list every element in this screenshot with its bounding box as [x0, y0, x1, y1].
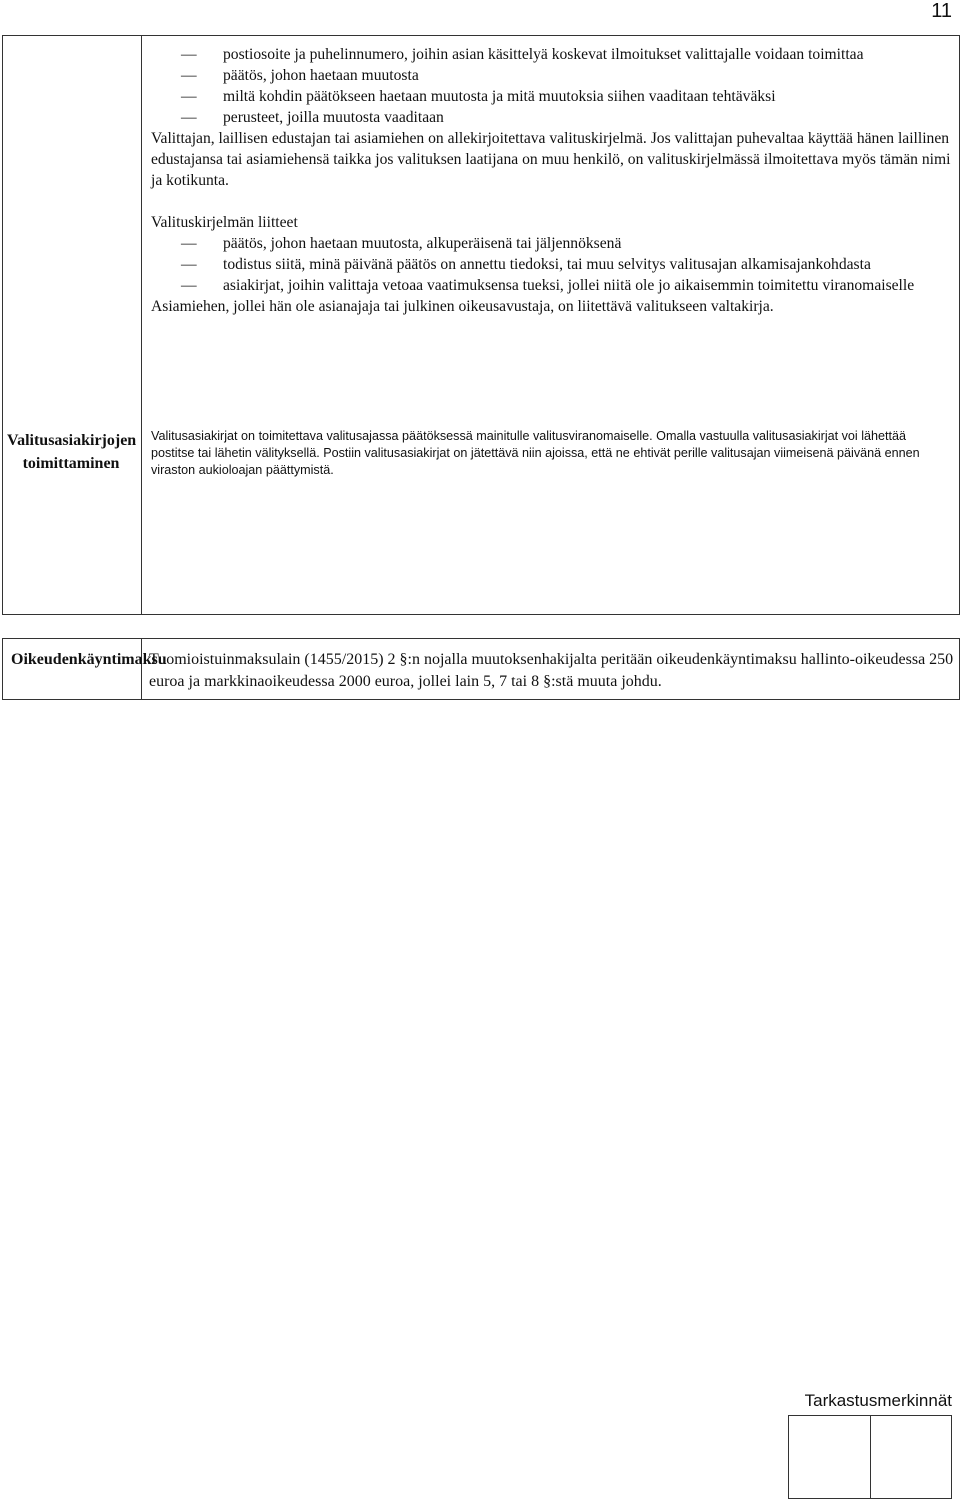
- delivery-paragraph: Valitusasiakirjat on toimitettava valitusajassa päätöksessä mainitulle valitusviranomaiselle. Omalla vastuulla valitusasiakirjat voi lähettää postitse tai lähetin välityksellä. Postiin valitusasiakirjat on jätettävä niin ajoissa, että ne ehtivät perille valitusajan viimeisenä päivänä ennen viraston aukioloajan päättymistä.: [151, 429, 920, 477]
- dash-icon: [151, 107, 223, 128]
- attachments-heading: Valituskirjelmän liitteet: [151, 214, 298, 231]
- list-item: — postiosoite ja puhelinnumero, joihin asian käsittelyä koskevat ilmoitukset valittajalle voidaan toimittaa: [151, 44, 951, 65]
- dash-icon: [151, 44, 223, 65]
- delivery-heading: Valitusasiakirjojen toimittaminen: [7, 432, 137, 472]
- appeal-instructions-section: [2, 35, 960, 615]
- court-fee-heading: Oikeudenkäyntimaksu: [11, 651, 167, 668]
- dash-icon: [151, 65, 223, 86]
- list-item: — perusteet, joilla muutosta vaaditaan: [151, 107, 951, 128]
- dash-icon: [151, 233, 223, 254]
- dash-icon: [151, 275, 223, 296]
- inspection-label: Tarkastusmerkinnät: [804, 1391, 952, 1410]
- list-item: — asiakirjat, joihin valittaja vetoaa vaatimuksensa tueksi, jollei niitä ole jo aikaisemmin toimitettu viranomaiselle: [151, 275, 951, 296]
- list-item: — päätös, johon haetaan muutosta, alkuperäisenä tai jäljennöksenä: [151, 233, 951, 254]
- list-item: — päätös, johon haetaan muutosta: [151, 65, 951, 86]
- court-fee-paragraph: Tuomioistuinmaksulain (1455/2015) 2 §:n nojalla muutoksenhakijalta peritään oikeudenkäyntimaksu hallinto-oikeudessa 250 euroa ja markkinaoikeudessa 2000 euroa, jollei lain 5, 7 tai 8 §:stä muuta johdu.: [149, 651, 954, 690]
- page-number: 11: [931, 0, 952, 22]
- court-fee-section: [2, 638, 960, 700]
- column-divider: [141, 36, 142, 614]
- inspection-box-divider: [870, 1416, 871, 1498]
- dash-icon: [151, 86, 223, 107]
- list-item: — todistus siitä, minä päivänä päätös on annettu tiedoksi, tai muu selvitys valitusajan alkamisajankohdasta: [151, 254, 951, 275]
- signature-paragraph: Valittajan, laillisen edustajan tai asiamiehen on allekirjoitettava valituskirjelmä. Jos valittajan puhevaltaa käyttää hänen laillinen edustajansa tai asiamiehensä taikka jos valituksen laatijana on muu henkilö, on valituskirjelmässä ilmoitettava myös tämän nimi ja kotikunta.: [151, 130, 951, 189]
- main-column: [151, 44, 951, 317]
- inspection-box: [788, 1415, 952, 1499]
- list-item: — miltä kohdin päätökseen haetaan muutosta ja mitä muutoksia siihen vaaditaan tehtäväksi: [151, 86, 951, 107]
- power-of-attorney-paragraph: Asiamiehen, jollei hän ole asianajaja tai julkinen oikeusavustaja, on liitettävä valitukseen valtakirja.: [151, 298, 774, 315]
- dash-icon: [151, 254, 223, 275]
